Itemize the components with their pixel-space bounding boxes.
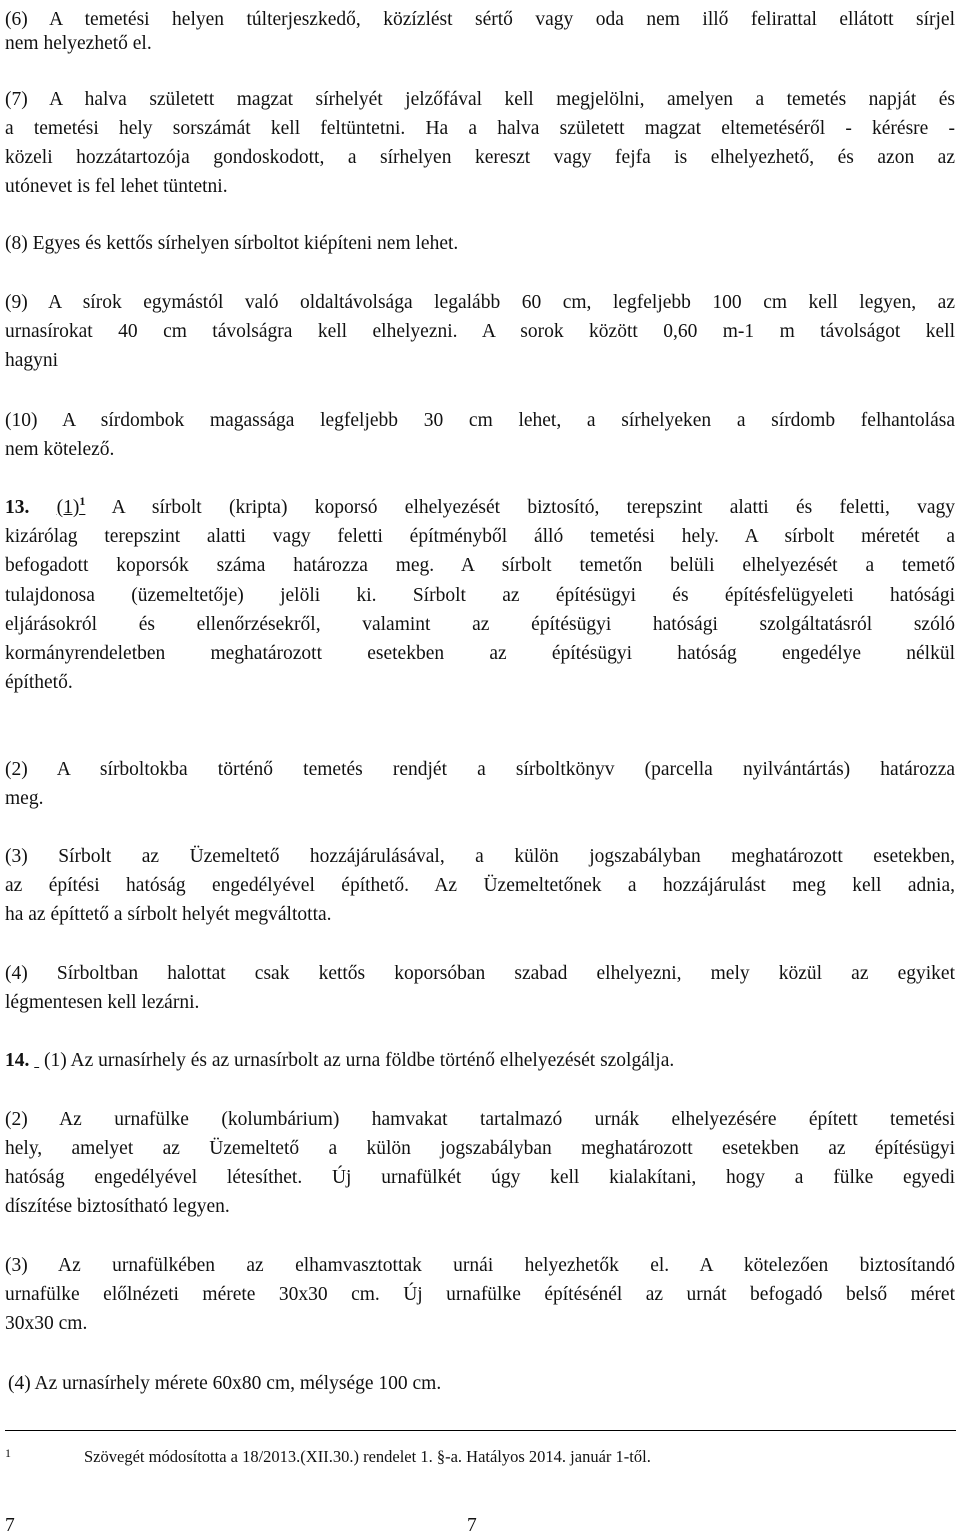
section-13-paragraph-3-line-2: az építési hatóság engedélyével építhető. Az Üzemeltetőnek a hozzájárulást meg kell adnia, <box>5 875 955 896</box>
section-13-line-5: eljárásokról és ellenőrzésekről, valamint az építésügyi hatósági szolgáltatásról szóló <box>5 614 955 635</box>
paragraph-6-line-1: (6) A temetési helyen túlterjeszkedő, közízlést sértő vagy oda nem illő felirattal ellátott sírjel <box>5 9 955 30</box>
section-13-number: 13. <box>5 497 30 518</box>
section-14-paragraph-3-line-2: urnafülke előlnézeti mérete 30x30 cm. Új urnafülke építésénél az urnát befogadó belső méret <box>5 1284 955 1305</box>
section-14-first-line <box>5 1049 674 1073</box>
section-13-line-4: tulajdonosa (üzemeltetője) jelöli ki. Sírbolt az építésügyi és építésfelügyeleti hatósági <box>5 585 955 606</box>
section-14-paragraph-2-line-4: díszítése biztosítható legyen. <box>5 1196 230 1217</box>
paragraph-9-line-2: urnasírokat 40 cm távolságra kell elhelyezni. A sorok között 0,60 m-1 m távolságot kell <box>5 321 955 342</box>
section-13-paragraph-2-line-1: (2) A sírboltokba történő temetés rendjét a sírboltkönyv (parcella nyilvántártás) határozza <box>5 759 955 780</box>
section-14-paragraph-2-line-2: hely, amelyet az Üzemeltető a külön jogszabályban meghatározott esetekben az építésügyi <box>5 1138 955 1159</box>
footnote-reference-1[interactable]: 1 <box>79 494 86 508</box>
section-14-paragraph-4: (4) Az urnasírhely mérete 60x80 cm, mélysége 100 cm. <box>8 1373 442 1394</box>
paragraph-8: (8) Egyes és kettős sírhelyen sírboltot kiépíteni nem lehet. <box>5 233 459 254</box>
paragraph-9-line-3: hagyni <box>5 350 59 371</box>
section-14-paragraph-2-line-1: (2) Az urnafülke (kolumbárium) hamvakat tartalmazó urnák elhelyezésére épített temetési <box>5 1109 955 1130</box>
section-13-paragraph-2-line-2: meg. <box>5 788 44 809</box>
paragraph-7-line-2: a temetési hely sorszámát kell feltüntetni. Ha a halva született magzat eltemetéséről - kérésre - <box>5 118 955 139</box>
section-13-line-2: kizárólag terepszint alatti vagy feletti építményből álló temetési hely. A sírbolt méretét a <box>5 526 955 547</box>
section-13-paragraph-3-line-3: ha az építtető a sírbolt helyét megváltotta. <box>5 904 332 925</box>
page-number-center: 7 <box>467 1515 477 1536</box>
paragraph-7-line-1: (7) A halva született magzat sírhelyét jelzőfával kell megjelölni, amelyen a temetés napját és <box>5 89 955 110</box>
page-number-left: 7 <box>5 1515 15 1536</box>
section-13-paragraph-4-line-1: (4) Sírboltban halottat csak kettős koporsóban szabad elhelyezni, mely közül az egyiket <box>5 963 955 984</box>
section-14-text: (1) Az urnasírhely és az urnasírbolt az urna földbe történő elhelyezését szolgálja. <box>44 1050 675 1071</box>
section-14-paragraph-link[interactable] <box>34 1050 39 1071</box>
paragraph-7-line-3: közeli hozzátartozója gondoskodott, a sírhelyen kereszt vagy fejfa is elhelyezhető, és azon az <box>5 147 955 168</box>
footnote-text: Szövegét módosította a 18/2013.(XII.30.) rendelet 1. §-a. Hatályos 2014. január 1-től. <box>84 1447 651 1466</box>
section-13-line-7: építhető. <box>5 672 73 693</box>
section-13-paragraph-3-line-1: (3) Sírbolt az Üzemeltető hozzájárulásával, a külön jogszabályban meghatározott esetekben, <box>5 846 955 867</box>
footnote-marker: 1 <box>5 1446 11 1460</box>
section-13-paragraph-4-line-2: légmentesen kell lezárni. <box>5 992 200 1013</box>
paragraph-10-line-2: nem kötelező. <box>5 439 115 460</box>
section-14-paragraph-3-line-3: 30x30 cm. <box>5 1313 88 1334</box>
section-13-paragraph-1-mark[interactable]: $(1)^1$ <box>56 494 86 518</box>
footnote-separator <box>5 1430 956 1431</box>
paragraph-10-line-1: (10) A sírdombok magassága legfeljebb 30 cm lehet, a sírhelyeken a sírdomb felhantolása <box>5 410 955 431</box>
section-13-text: A sírbolt (kripta) koporsó elhelyezését biztosító, terepszint alatti és feletti, vagy <box>111 497 955 518</box>
section-13-first-line <box>5 496 955 521</box>
section-13-line-3: befogadott koporsók száma határozza meg. A sírbolt temetőn belüli elhelyezését a temető <box>5 555 955 576</box>
paragraph-7-line-4: utónevet is fel lehet tüntetni. <box>5 176 228 197</box>
paragraph-9-line-1: (9) A sírok egymástól való oldaltávolsága legalább 60 cm, legfeljebb 100 cm kell legyen, az <box>5 292 955 313</box>
section-13-line-6: kormányrendeletben meghatározott esetekben az építésügyi hatóság engedélye nélkül <box>5 643 955 664</box>
section-14-paragraph-2-line-3: hatóság engedélyével létesíthet. Új urnafülkét úgy kell kialakítani, hogy a fülke egyedi <box>5 1167 955 1188</box>
paragraph-6-line-2: nem helyezhető el. <box>5 33 152 54</box>
section-14-paragraph-3-line-1: (3) Az urnafülkében az elhamvasztottak urnái helyezhetők el. A kötelezően biztosítandó <box>5 1255 955 1276</box>
section-14-number: 14. <box>5 1050 30 1071</box>
